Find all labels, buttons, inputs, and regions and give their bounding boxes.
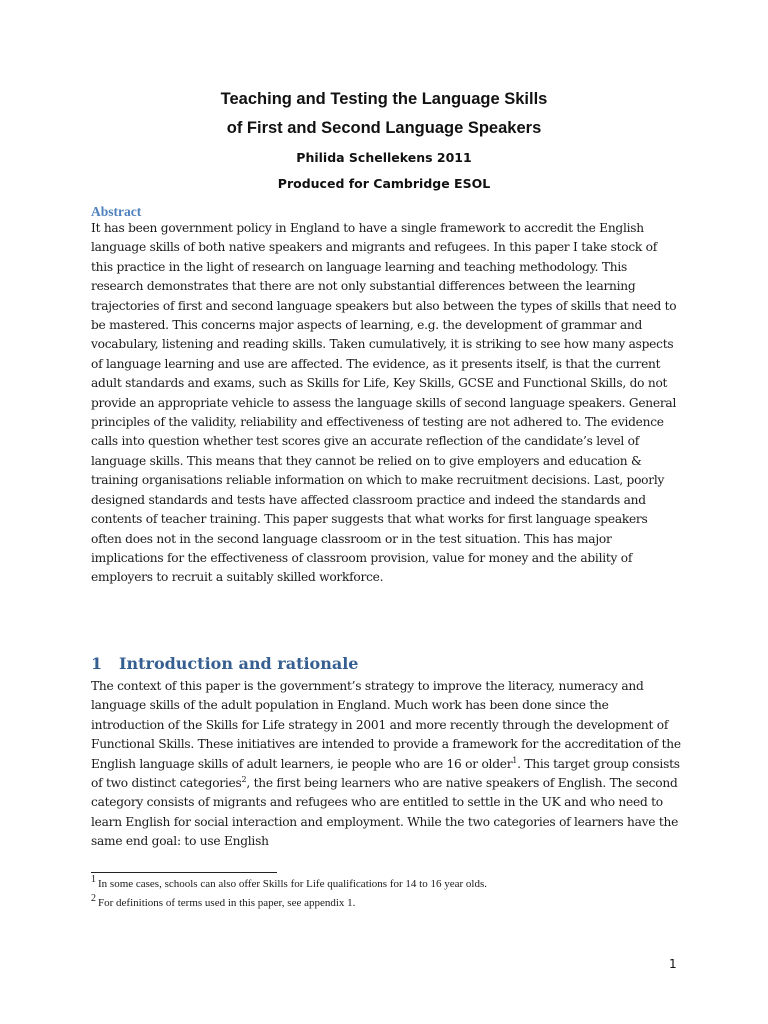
produced-for-line: Produced for Cambridge ESOL bbox=[277, 176, 491, 191]
footnote-2-mark: 2 bbox=[91, 893, 96, 905]
footnote-1-mark: 1 bbox=[91, 874, 96, 886]
introduction-paragraph bbox=[91, 677, 681, 852]
footnote-ref-1[interactable]: 1 bbox=[512, 755, 518, 765]
document-title-line1: Teaching and Testing the Language Skills bbox=[220, 90, 548, 108]
intro-text-part3: , the first being learners who are native speakers of English. The second category consists of migrants and refugees who are entitled to settle in the UK and who need to learn English for social interaction and employment. While the two categories of learners have the same end goal: to use English bbox=[91, 776, 679, 849]
author-line: Philida Schellekens 2011 bbox=[296, 150, 472, 165]
footnote-separator bbox=[91, 872, 277, 873]
section-1-title: Introduction and rationale bbox=[119, 654, 359, 673]
document-title-line2: of First and Second Language Speakers bbox=[226, 119, 542, 137]
abstract-heading: Abstract bbox=[91, 204, 142, 219]
footnote-1-text: In some cases, schools can also offer Skills for Life qualifications for 14 to 16 year olds. bbox=[98, 878, 487, 890]
intro-text-part2: . This target group consists of two distinct categories bbox=[91, 756, 680, 791]
section-1-number: 1 bbox=[91, 654, 103, 673]
footnote-1 bbox=[91, 874, 487, 890]
footnote-2-text: For definitions of terms used in this paper, see appendix 1. bbox=[98, 897, 356, 909]
abstract-paragraph: It has been government policy in England to have a single framework to accredit the English language skills of both native speakers and migrants and refugees. In this paper I take stock of this practice in the light of research on language learning and teaching methodology. This research demonstrates that there are not only substantial differences between the learning trajectories of first and second language speakers but also between the types of skills that need to be mastered. This concerns major aspects of learning, e.g. the development of grammar and vocabulary, listening and reading skills. Taken cumulatively, it is striking to see how many aspects of language learning and use are affected. The evidence, as it presents itself, is that the current adult standards and exams, such as Skills for Life, Key Skills, GCSE and Functional Skills, do not provide an appropriate vehicle to assess the language skills of second language speakers. General principles of the validity, reliability and effectiveness of testing are not adhered to. The evidence calls into question whether test scores give an accurate reflection of the candidate’s level of language skills. This means that they cannot be relied on to give employers and education & training organisations reliable information on which to make recruitment decisions. Last, poorly designed standards and tests have affected classroom practice and indeed the standards and contents of teacher training. This paper suggests that what works for first language speakers often does not in the second language classroom or in the test situation. This has major implications for the effectiveness of classroom provision, value for money and the ability of employers to recruit a suitably skilled workforce. bbox=[91, 221, 677, 585]
section-1-heading bbox=[91, 654, 358, 673]
footnote-ref-2[interactable]: 2 bbox=[241, 774, 247, 784]
footnote-2 bbox=[91, 893, 356, 909]
page-number: 1 bbox=[669, 957, 677, 971]
intro-text-part1: The context of this paper is the government’s strategy to improve the literacy, numeracy and language skills of the adult population in England. Much work has been done since the introduction of the Skills for Life strategy in 2001 and more recently through the development of Functional Skills. These initiatives are intended to provide a framework for the accreditation of the English language skills of adult learners, ie people who are 16 or older bbox=[91, 679, 681, 771]
